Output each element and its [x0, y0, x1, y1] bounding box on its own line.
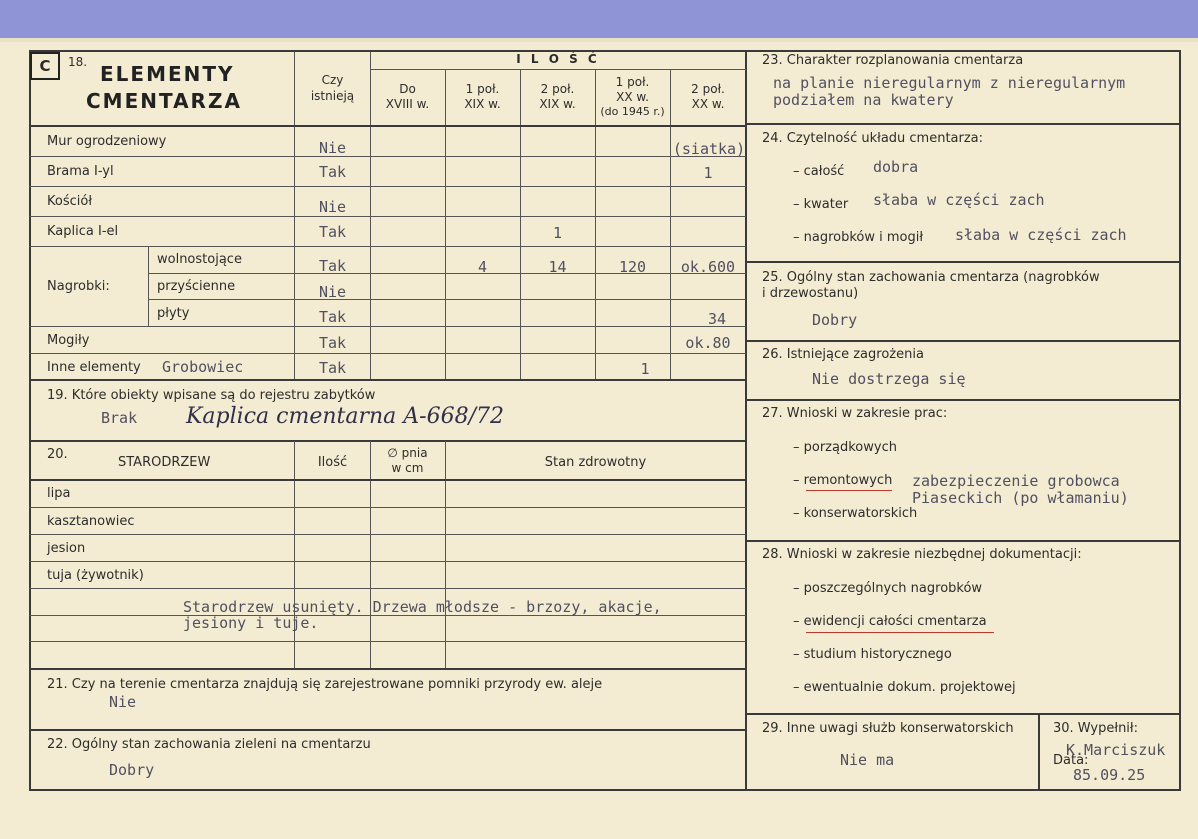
section-23-line-2: podziałem na kwatery [773, 91, 954, 109]
period-3-line-2: XIX w. [539, 97, 576, 111]
qty-inne-p4: 1 [640, 360, 650, 378]
col-state-header: Stan zdrowotny [544, 455, 647, 470]
section-28-label: 28. Wnioski w zakresie niezbędnej dokumentacji: [762, 547, 1082, 562]
section-18-title-1: ELEMENTY [100, 62, 235, 86]
section-20-note-1: Starodrzew usunięty. Drzewa młodsze - brzozy, akacje, [183, 598, 662, 616]
section-24-label: 24. Czytelność układu cmentarza: [762, 131, 984, 146]
section-24-value-2: słaba w części zach [873, 191, 1045, 209]
ilosc-header: I L O Ś Ć [516, 52, 600, 66]
section-30-date-label: Data: [1053, 753, 1089, 768]
period-5-line-2: XX w. [691, 97, 725, 111]
section-21-label: 21. Czy na terenie cmentarza znajdują się zarejestrowane pomniki przyrody ew. aleje [47, 677, 603, 692]
col-diam-header-2: w cm [391, 461, 424, 475]
period-1-line-1: Do [399, 82, 416, 96]
exists-przyscienne: Nie [318, 283, 347, 301]
tree-kasztanowiec: kasztanowiec [47, 514, 135, 529]
period-4-line-3: (do 1945 r.) [600, 105, 665, 118]
section-24-item-3: – nagrobków i mogił [793, 230, 924, 245]
period-1-line-2: XVIII w. [385, 97, 430, 111]
remontowych-underline [806, 490, 892, 491]
col-qty-header: Ilość [317, 455, 348, 470]
section-27-value-1: zabezpieczenie grobowca [912, 472, 1120, 490]
row-inne-extra: Grobowiec [162, 358, 244, 376]
exists-mogily: Tak [318, 334, 347, 352]
row-label-brama: Brama I-yl [47, 164, 114, 179]
exists-brama: Tak [318, 163, 347, 181]
exists-wolnostojace: Tak [318, 257, 347, 275]
section-19-label: 19. Które obiekty wpisane są do rejestru zabytków [47, 388, 376, 403]
section-20-note-2: jesiony i tuje. [183, 614, 319, 632]
section-badge: C [30, 52, 60, 80]
row-label-mogily: Mogiły [47, 333, 90, 348]
section-19-typed: Brak [101, 409, 138, 427]
section-25-label-2: i drzewostanu) [762, 286, 859, 301]
section-30-name: K.Marciszuk [1066, 741, 1166, 759]
row-label-kaplica: Kaplica I-el [47, 224, 119, 239]
section-18-title-2: CMENTARZA [86, 89, 242, 113]
col-diam-header-1: ∅ pnia [387, 446, 428, 460]
row-label-przyscienne: przyścienne [157, 279, 236, 294]
section-25-value: Dobry [812, 311, 858, 329]
section-20-number: 20. [47, 447, 68, 462]
section-26-value: Nie dostrzega się [812, 370, 966, 388]
section-21-value: Nie [109, 693, 137, 711]
exists-header-2: istnieją [310, 89, 355, 103]
period-4-line-1: 1 poł. [615, 75, 650, 89]
section-29-label: 29. Inne uwagi służb konserwatorskich [762, 721, 1014, 736]
section-27-item-3: – konserwatorskich [793, 506, 918, 521]
row-label-nagrobki: Nagrobki: [47, 279, 110, 294]
section-22-label: 22. Ogólny stan zachowania zieleni na cmentarzu [47, 737, 371, 752]
section-28-item-2: – ewidencji całości cmentarza [793, 614, 987, 629]
qty-brama-p5: 1 [703, 164, 713, 182]
section-27-value-2: Piaseckich (po włamaniu) [912, 489, 1129, 507]
section-27-item-2: – remontowych [793, 473, 893, 488]
qty-wolnostojace-p3: 14 [548, 258, 567, 276]
exists-inne: Tak [318, 359, 347, 377]
section-18-number: 18. [68, 55, 88, 69]
exists-kaplica: Tak [318, 223, 347, 241]
qty-mur-p5: (siatka) [672, 140, 746, 158]
section-30-date: 85.09.25 [1073, 766, 1146, 784]
section-20-title: STARODRZEW [118, 455, 211, 470]
qty-plyty-p5: 34 [708, 310, 727, 328]
period-2-line-1: 1 poł. [465, 82, 500, 96]
section-28-item-1: – poszczególnych nagrobków [793, 581, 983, 596]
tree-jesion: jesion [47, 541, 86, 556]
section-29-value: Nie ma [840, 751, 895, 769]
section-28-item-4: – ewentualnie dokum. projektowej [793, 680, 1016, 695]
row-label-plyty: płyty [157, 306, 190, 321]
section-24-item-2: – kwater [793, 197, 849, 212]
qty-wolnostojace-p2: 4 [477, 258, 488, 276]
exists-plyty: Tak [318, 308, 347, 326]
section-19-handwritten: Kaplica cmentarna A-668/72 [186, 404, 504, 429]
period-3-line-1: 2 poł. [540, 82, 575, 96]
row-label-wolnostojace: wolnostojące [157, 252, 242, 267]
section-27-label: 27. Wnioski w zakresie prac: [762, 406, 948, 421]
exists-mur: Nie [318, 139, 347, 157]
section-25-label-1: 25. Ogólny stan zachowania cmentarza (nagrobków [762, 270, 1100, 285]
row-label-kosciol: Kościół [47, 194, 93, 209]
period-4-line-2: XX w. [616, 90, 649, 104]
qty-mogily-p5: ok.80 [685, 334, 731, 352]
period-5-line-1: 2 poł. [691, 82, 725, 96]
section-23-label: 23. Charakter rozplanowania cmentarza [762, 53, 1024, 68]
section-26-label: 26. Istniejące zagrożenia [762, 347, 924, 362]
qty-wolnostojace-p5: ok.600 [680, 258, 736, 276]
qty-wolnostojace-p4: 120 [618, 258, 647, 276]
ewidencji-underline [806, 632, 994, 633]
row-label-mur: Mur ogrodzeniowy [47, 134, 167, 149]
section-27-item-1: – porządkowych [793, 440, 897, 455]
section-24-item-1: – całość [793, 164, 845, 179]
section-30-label: 30. Wypełnił: [1053, 721, 1138, 736]
section-24-value-3: słaba w części zach [955, 226, 1127, 244]
qty-kaplica-p3: 1 [552, 224, 563, 242]
exists-kosciol: Nie [318, 198, 347, 216]
tree-lipa: lipa [47, 486, 71, 501]
section-23-line-1: na planie nieregularnym z nieregularnym [773, 74, 1126, 92]
section-28-item-3: – studium historycznego [793, 647, 952, 662]
tree-tuja: tuja (żywotnik) [47, 568, 144, 583]
row-label-inne: Inne elementy [47, 360, 141, 375]
period-2-line-2: XIX w. [464, 97, 501, 111]
blue-header-band [0, 0, 1198, 38]
section-22-value: Dobry [109, 761, 155, 779]
section-24-value-1: dobra [873, 158, 919, 176]
exists-header-1: Czy [321, 73, 344, 87]
